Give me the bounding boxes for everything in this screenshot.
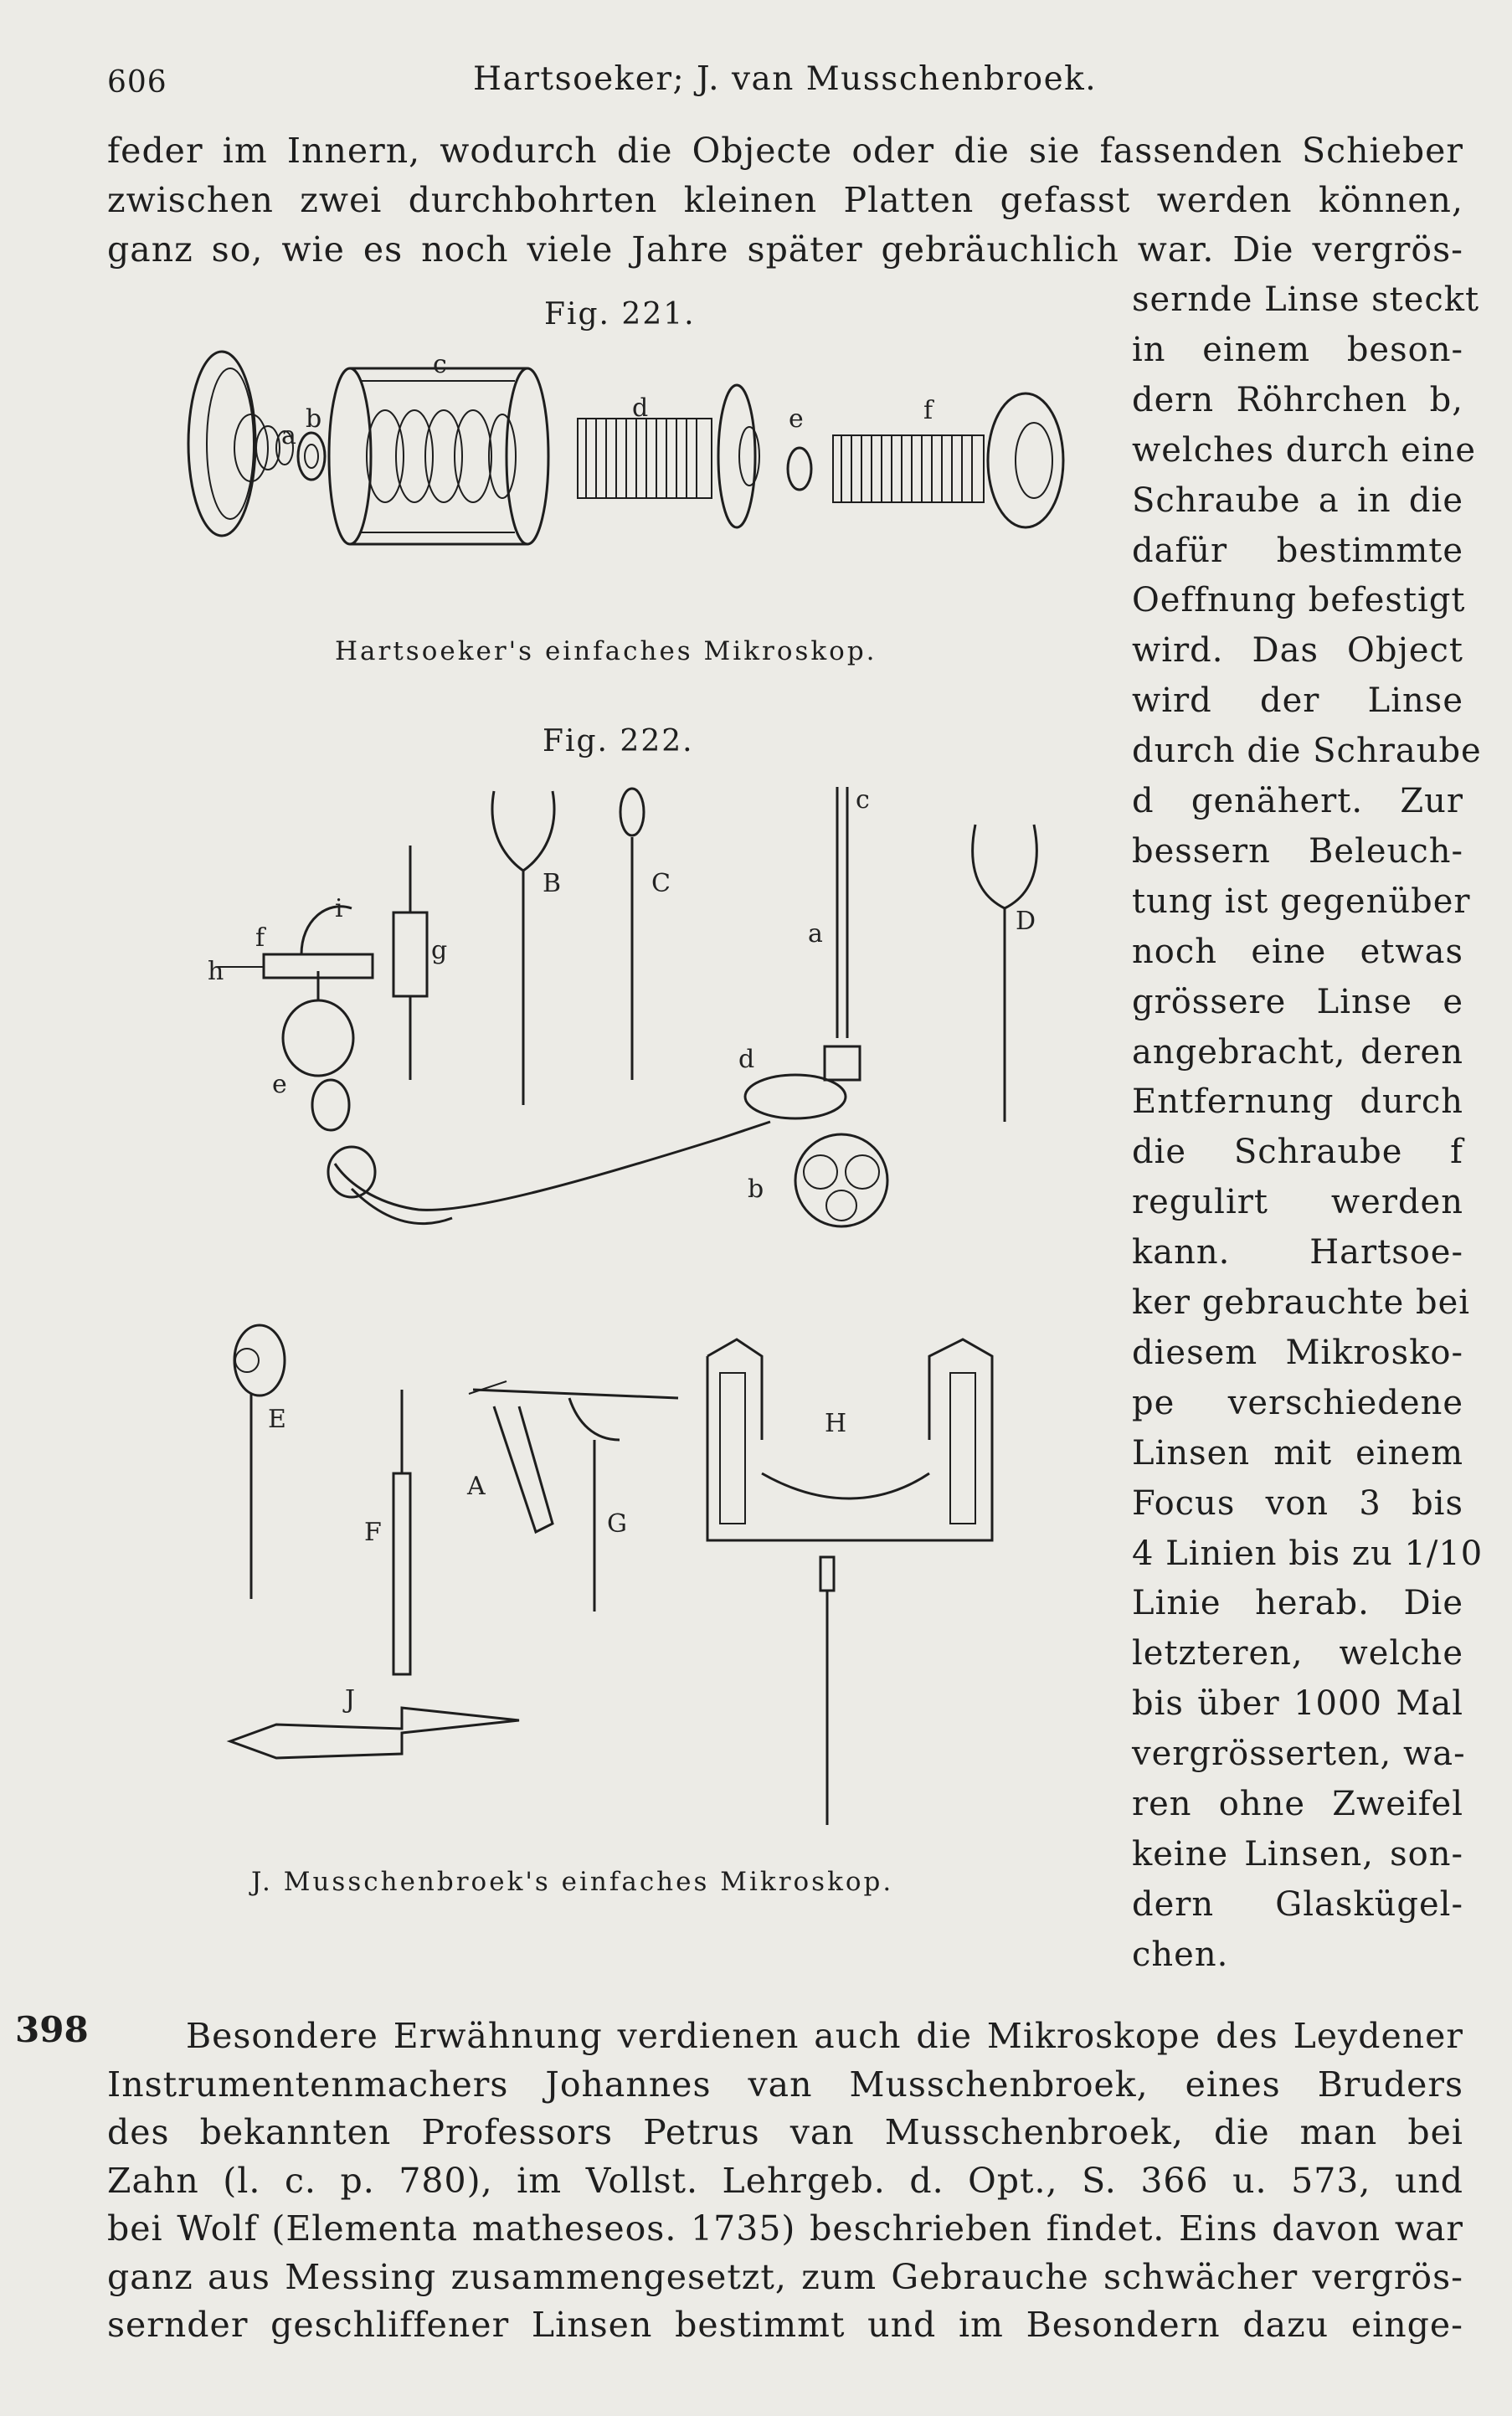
side-text-line: grössere Linse e [1132,982,1463,1021]
fig222-label-F: F [364,1518,382,1547]
side-text-line: d genähert. Zur [1132,782,1463,820]
side-text-line: in einem beson- [1132,330,1463,369]
fig222-label-C: C [651,869,671,898]
fig222-label-A: A [467,1472,486,1501]
side-text-line: kann. Hartsoe- [1132,1233,1463,1272]
side-text-line: chen. [1132,1935,1229,1974]
side-text-line: pe verschiedene [1132,1383,1463,1422]
fig222-label-E: E [268,1405,286,1434]
fig222-label-a: a [808,919,823,948]
body-line: zwischen zwei durchbohrten kleinen Platten gefasst werden können, [107,180,1463,220]
side-text-line: keine Linsen, son- [1132,1834,1463,1874]
figure-221-caption: Hartsoeker's einfaches Mikroskop. [335,636,877,666]
figure-222-title: Fig. 222. [543,724,694,758]
section-text-line: Zahn (l. c. p. 780), im Vollst. Lehrgeb. d. Opt., S. 366 u. 573, und [107,2160,1463,2201]
fig222-label-f: f [255,923,265,953]
fig221-label-e: e [789,404,804,434]
side-text-line: welches durch eine [1132,430,1477,470]
side-text-line: ren ohne Zweifel [1132,1785,1463,1823]
fig222-label-H: H [825,1409,847,1438]
side-text-line: Schraube a in die [1132,481,1463,520]
page-number: 606 [107,65,167,100]
section-text-line: bei Wolf (Elementa matheseos. 1735) beschrieben findet. Eins davon war [107,2208,1463,2249]
fig221-label-b: b [306,404,322,434]
fig221-label-f: f [923,396,933,425]
fig222-label-D: D [1016,907,1036,936]
body-line: ganz so, wie es noch viele Jahre später gebräuchlich war. Die vergrös- [107,229,1463,270]
body-line: feder im Innern, wodurch die Objecte oder die sie fassenden Schieber [107,131,1463,171]
section-text-line: des bekannten Professors Petrus van Musschenbroek, die man bei [107,2112,1463,2152]
side-text-line: regulirt werden [1132,1183,1463,1222]
side-text-line: wird. Das Object [1132,631,1463,671]
fig221-label-d: d [632,393,649,423]
side-text-line: durch die Schraube [1132,732,1482,771]
side-text-line: vergrösserten, wa- [1132,1735,1466,1774]
fig222-label-d: d [738,1045,755,1074]
section-text-line: sernder geschliffener Linsen bestimmt und im Besondern dazu einge- [107,2305,1463,2345]
section-text-line: ganz aus Messing zusammengesetzt, zum Gebrauche schwächer vergrös- [107,2256,1463,2297]
musschenbroek-microscope-illustration [218,787,1036,1825]
fig222-label-i: i [335,894,343,923]
fig222-label-c: c [856,785,870,815]
fig222-label-J: J [345,1685,356,1714]
side-text-line: Linsen mit einem [1132,1433,1463,1473]
section-number: 398 [15,2009,89,2050]
side-text-line: die Schraube f [1132,1133,1463,1172]
side-text-line: 4 Linien bis zu 1/10 [1132,1534,1484,1573]
hartsoeker-microscope-illustration [188,352,1063,544]
side-text-line: letzteren, welche [1132,1634,1463,1673]
fig222-label-G: G [607,1509,627,1539]
side-text-line: tung ist gegenüber [1132,882,1471,921]
side-text-line: ker gebrauchte bei [1132,1283,1471,1322]
section-text-line: Instrumentenmachers Johannes van Musschenbroek, eines Bruders [107,2064,1463,2105]
fig222-label-b: b [748,1175,764,1204]
side-text-line: bessern Beleuch- [1132,831,1463,871]
side-text-line: dafür bestimmte [1132,531,1463,570]
side-text-line: Entfernung durch [1132,1082,1463,1122]
side-text-line: sernde Linse steckt [1132,280,1480,319]
side-text-line: Oeffnung befestigt [1132,581,1466,620]
side-text-line: dern Röhrchen b, [1132,380,1463,419]
running-title: Hartsoeker; J. van Musschenbroek. [473,60,1098,98]
side-text-line: wird der Linse [1132,681,1463,721]
side-text-line: Linie herab. Die [1132,1584,1463,1623]
fig222-label-B: B [543,869,562,898]
side-text-line: dern Glaskügel- [1132,1884,1463,1924]
section-text-line: Besondere Erwähnung verdienen auch die Mikroskope des Leydener [186,2016,1463,2056]
fig221-label-c: c [433,350,447,379]
side-text-line: Focus von 3 bis [1132,1483,1463,1523]
fig222-label-h: h [208,957,224,986]
side-text-line: noch eine etwas [1132,932,1463,971]
side-text-line: angebracht, deren [1132,1032,1463,1072]
figure-222-caption: J. Musschenbroek's einfaches Mikroskop. [251,1867,894,1897]
fig222-label-e: e [272,1070,287,1099]
fig221-label-a: a [281,421,296,450]
fig222-label-g: g [431,936,448,965]
side-text-line: diesem Mikrosko- [1132,1333,1463,1372]
figure-221-title: Fig. 221. [544,297,696,332]
side-text-line: bis über 1000 Mal [1132,1684,1463,1724]
